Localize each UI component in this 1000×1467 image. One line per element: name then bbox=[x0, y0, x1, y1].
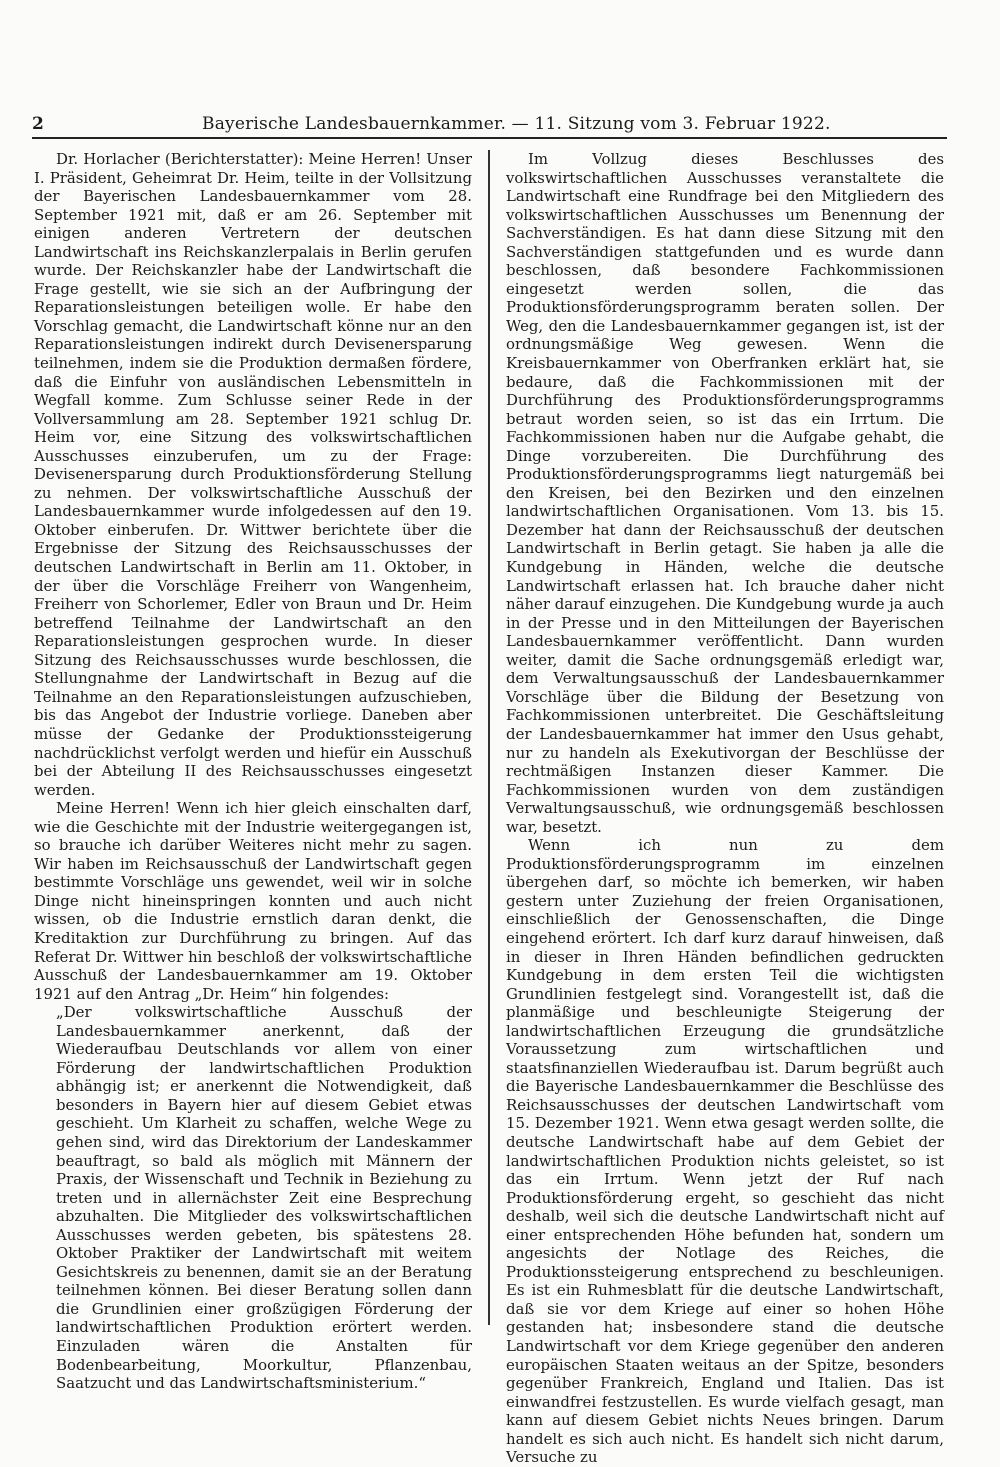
paragraph: Im Vollzug dieses Beschlusses des volkswirtschaftlichen Ausschusses veranstaltete die Landwirtschaft eine Rundfrage bei den Mitgliedern des volkswirtschaftlichen Ausschusses um Benennung der Sachverständigen. Es hat dann diese Sitzung mit den Sachverständigen stattgefunden und es wurde dann beschlossen, daß besondere Fachkommissionen eingesetzt werden sollen, die das Produktionsförderungsprogramm beraten sollen. Der Weg, den die Landesbauernkammer gegangen ist, ist der ordnungsmäßige Weg gewesen. Wenn die Kreisbauernkammer von Oberfranken erklärt hat, sie bedaure, daß die Fachkommissionen mit der Durchführung des Produktionsförderungsprogramms betraut worden seien, so ist das ein Irrtum. Die Fachkommissionen haben nur die Aufgabe gehabt, die Dinge vorzubereiten. Die Durchführung des Produktionsförderungsprogramms liegt naturgemäß bei den Kreisen, bei den Bezirken und den einzelnen landwirtschaftlichen Organisationen. Vom 13. bis 15. Dezember hat dann der Reichsausschuß der deutschen Landwirtschaft in Berlin getagt. Sie haben ja alle die Kundgebung in Händen, welche die deutsche Landwirtschaft erlassen hat. Ich brauche daher nicht näher darauf einzugehen. Die Kundgebung wurde ja auch in der Presse und in den Mitteilungen der Bayerischen Landesbauernkammer veröffentlicht. Dann wurden weiter, damit die Sache ordnungsgemäß erledigt war, dem Verwaltungsausschuß der Landesbauernkammer Vorschläge über die Bildung der Besetzung von Fachkommissionen unterbreitet. Die Geschäftsleitung der Landesbauernkammer hat immer den Usus gehabt, nur zu handeln als Exekutivorgan der Beschlüsse der rechtmäßigen Instanzen dieser Kammer. Die Fachkommissionen wurden von dem zuständigen Verwaltungsausschuß, wie ordnungsgemäß beschlossen war, besetzt. bbox=[506, 150, 944, 836]
paragraph: Meine Herren! Wenn ich hier gleich einschalten darf, wie die Geschichte mit der Industrie weitergegangen ist, so brauche ich darüber Weiteres nicht mehr zu sagen. Wir haben im Reichsausschuß der Landwirtschaft gegen bestimmte Vorschläge uns gewendet, weil wir in solche Dinge nicht hineinspringen konnten und auch nicht wissen, ob die Industrie ernstlich daran denkt, die Kreditaktion zur Durchführung zu bringen. Auf das Referat Dr. Wittwer hin beschloß der volkswirtschaftliche Ausschuß der Landesbauernkammer am 19. Oktober 1921 auf den Antrag „Dr. Heim“ hin folgendes: bbox=[34, 799, 472, 1003]
left-column bbox=[34, 150, 472, 1393]
running-title: Bayerische Landesbauernkammer. — 11. Sitzung vom 3. Februar 1922. bbox=[202, 114, 831, 134]
header-rule bbox=[32, 137, 947, 139]
right-column bbox=[506, 150, 944, 1467]
paragraph: Wenn ich nun zu dem Produktionsförderungsprogramm im einzelnen übergehen darf, so möchte ich bemerken, wir haben gestern unter Zuziehung der freien Organisationen, einschließlich der Genossenschaften, die Dinge eingehend erörtert. Ich darf kurz darauf hinweisen, daß in dieser in Ihren Händen befindlichen gedruckten Kundgebung in dem ersten Teil die wichtigsten Grundlinien festgelegt sind. Vorangestellt ist, daß die planmäßige und beschleunigte Steigerung der landwirtschaftlichen Erzeugung die grundsätzliche Voraussetzung zum wirtschaftlichen und staatsfinanziellen Wiederaufbau ist. Darum begrüßt auch die Bayerische Landesbauernkammer die Beschlüsse des Reichsausschusses der deutschen Landwirtschaft vom 15. Dezember 1921. Wenn etwa gesagt werden sollte, die deutsche Landwirtschaft habe auf dem Gebiet der landwirtschaftlichen Produktion nichts geleistet, so ist das ein Irrtum. Wenn jetzt der Ruf nach Produktionsförderung ergeht, so geschieht das nicht deshalb, weil sich die deutsche Landwirtschaft nicht auf einer entsprechenden Höhe befunden hat, sondern um angesichts der Notlage des Reiches, die Produktionssteigerung entsprechend zu beschleunigen. Es ist ein Ruhmesblatt für die deutsche Landwirtschaft, daß sie vor dem Kriege auf einer so hohen Höhe gestanden hat; insbesondere stand die deutsche Landwirtschaft vor dem Kriege gegenüber den anderen europäischen Staaten weitaus an der Spitze, besonders gegenüber Frankreich, England und Italien. Das ist einwandfrei festzustellen. Es wurde vielfach gesagt, man kann auf diesem Gebiet nichts Neues bringen. Darum handelt es sich auch nicht. Es handelt sich nicht darum, Versuche zu bbox=[506, 836, 944, 1467]
resolution-quote: „Der volkswirtschaftliche Ausschuß der Landesbauernkammer anerkennt, daß der Wiederaufbau Deutschlands vor allem von einer Förderung der landwirtschaftlichen Produktion abhängig ist; er anerkennt die Notwendigkeit, daß besonders in Bayern hier auf diesem Gebiet etwas geschieht. Um Klarheit zu schaffen, welche Wege zu gehen sind, wird das Direktorium der Landeskammer beauftragt, so bald als möglich mit Männern der Praxis, der Wissenschaft und Technik in Beziehung zu treten und in allernächster Zeit eine Besprechung abzuhalten. Die Mitglieder des volkswirtschaftlichen Ausschusses werden gebeten, bis spätestens 28. Oktober Praktiker der Landwirtschaft mit weitem Gesichtskreis zu benennen, damit sie an der Beratung teilnehmen können. Bei dieser Beratung sollen dann die Grundlinien einer großzügigen Förderung der landwirtschaftlichen Produktion erörtert werden. Einzuladen wären die Anstalten für Bodenbearbeitung, Moorkultur, Pflanzenbau, Saatzucht und das Landwirtschaftsministerium.“ bbox=[56, 1003, 472, 1393]
paragraph: Dr. Horlacher (Berichterstatter): Meine Herren! Unser I. Präsident, Geheimrat Dr. Heim, teilte in der Vollsitzung der Bayerischen Landesbauernkammer vom 28. September 1921 mit, daß er am 26. September mit einigen anderen Vertretern der deutschen Landwirtschaft ins Reichskanzlerpalais in Berlin gerufen wurde. Der Reichskanzler habe der Landwirtschaft die Frage gestellt, wie sie sich an der Aufbringung der Reparationsleistungen beteiligen wolle. Er habe den Vorschlag gemacht, die Landwirtschaft könne nur an den Reparationsleistungen indirekt durch Devisenersparung teilnehmen, indem sie die Produktion dermaßen fördere, daß die Einfuhr von ausländischen Lebensmitteln in Wegfall komme. Zum Schlusse seiner Rede in der Vollversammlung am 28. September 1921 schlug Dr. Heim vor, eine Sitzung des volkswirtschaftlichen Ausschusses einzuberufen, um zu der Frage: Devisenersparung durch Produktionsförderung Stellung zu nehmen. Der volkswirtschaftliche Ausschuß der Landesbauernkammer wurde infolgedessen auf den 19. Oktober einberufen. Dr. Wittwer berichtete über die Ergebnisse der Sitzung des Reichsausschusses der deutschen Landwirtschaft in Berlin am 11. Oktober, in der über die Vorschläge Freiherr von Wangenheim, Freiherr von Schorlemer, Edler von Braun und Dr. Heim betreffend Teilnahme der Landwirtschaft an den Reparationsleistungen gesprochen wurde. In dieser Sitzung des Reichsausschusses wurde beschlossen, die Stellungnahme der Landwirtschaft in Bezug auf die Teilnahme an den Reparationsleistungen aufzuschieben, bis das Angebot der Industrie vorliege. Daneben aber müsse der Gedanke der Produktionssteigerung nachdrücklichst verfolgt werden und hiefür ein Ausschuß bei der Abteilung II des Reichsausschusses eingesetzt werden. bbox=[34, 150, 472, 799]
page-header bbox=[32, 110, 947, 138]
column-divider bbox=[488, 150, 490, 1325]
page-number: 2 bbox=[32, 114, 44, 134]
